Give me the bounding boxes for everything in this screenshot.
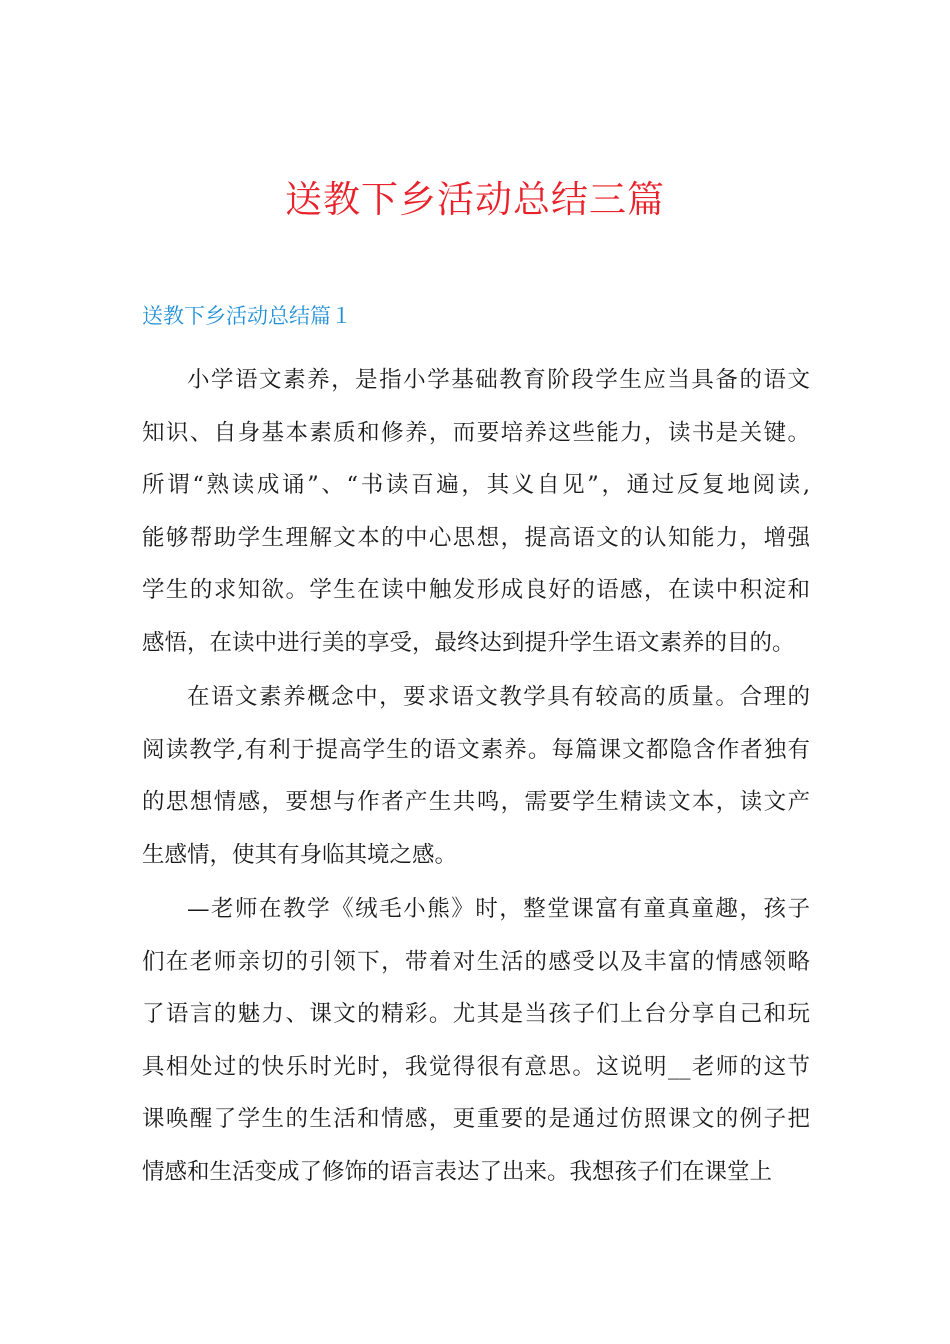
document-title: 送教下乡活动总结三篇 bbox=[285, 178, 665, 221]
paragraph-line: 生感情，使其有身临其境之感。 bbox=[142, 841, 458, 868]
paragraph-line: 感悟，在读中进行美的享受，最终达到提升学生语文素养的目的。 bbox=[142, 629, 795, 656]
paragraph-line: 具相处过的快乐时光时，我觉得很有意思。这说明__老师的这节 bbox=[142, 1053, 810, 1080]
paragraph-line: 了语言的魅力、课文的精彩。尤其是当孩子们上台分享自己和玩 bbox=[142, 1001, 810, 1027]
paragraph-line: 学生的求知欲。学生在读中触发形成良好的语感，在读中积淀和 bbox=[142, 577, 810, 603]
paragraph-line: 阅读教学,有利于提高学生的语文素养。每篇课文都隐含作者独有 bbox=[142, 736, 810, 763]
paragraph-line: —老师在教学《绒毛小熊》时，整堂课富有童真童趣，孩子 bbox=[187, 896, 810, 922]
paragraph-2 bbox=[142, 671, 810, 881]
paragraph-line: 在语文素养概念中，要求语文教学具有较高的质量。合理的 bbox=[187, 684, 810, 710]
section-heading: 送教下乡活动总结篇１ bbox=[142, 304, 352, 328]
paragraph-line: 们在老师亲切的引领下，带着对生活的感受以及丰富的情感领略 bbox=[142, 948, 810, 975]
paragraph-line: 的思想情感，要想与作者产生共鸣，需要学生精读文本，读文产 bbox=[142, 789, 810, 815]
paragraph-line: 情感和生活变成了修饰的语言表达了出来。我想孩子们在课堂上 bbox=[142, 1158, 773, 1185]
paragraph-line: 小学语文素养，是指小学基础教育阶段学生应当具备的语文 bbox=[187, 367, 810, 393]
paragraph-line: 所谓“熟读成诵”、“书读百遍，其义自见”，通过反复地阅读, bbox=[142, 472, 810, 498]
paragraph-line: 能够帮助学生理解文本的中心思想，提高语文的认知能力，增强 bbox=[142, 524, 810, 551]
paragraph-line: 课唤醒了学生的生活和情感，更重要的是通过仿照课文的例子把 bbox=[142, 1106, 810, 1132]
paragraph-line: 知识、自身基本素质和修养，而要培养这些能力，读书是关键。 bbox=[142, 419, 810, 446]
paragraph-3 bbox=[142, 883, 810, 1198]
paragraph-1 bbox=[142, 354, 810, 669]
